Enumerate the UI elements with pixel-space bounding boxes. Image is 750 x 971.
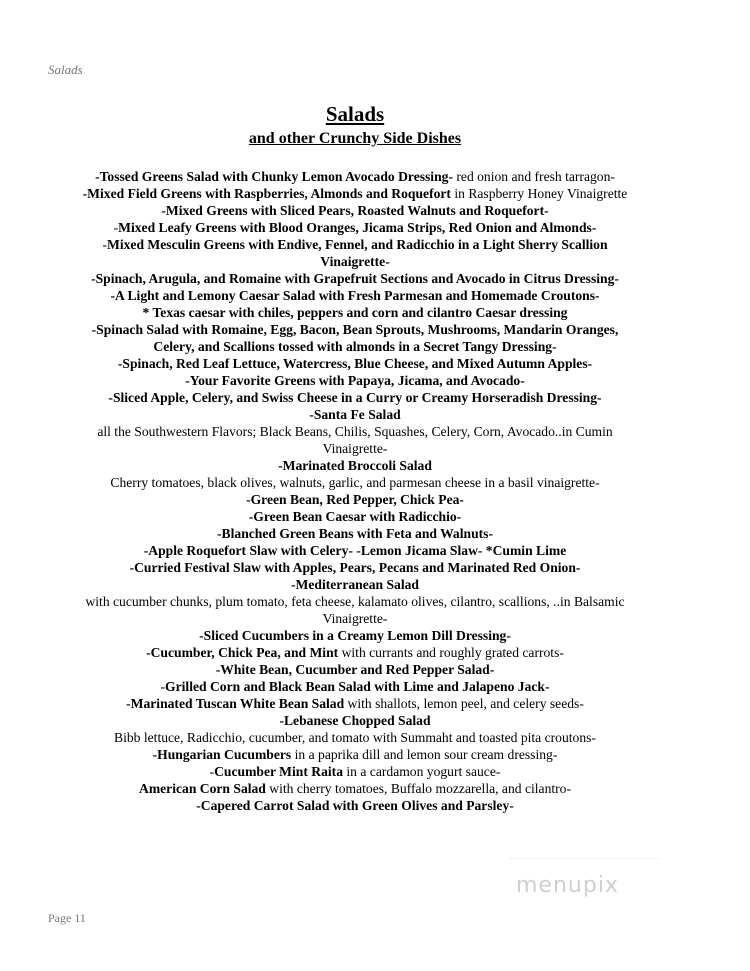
dish-name: -Green Bean Caesar with Radicchio- — [248, 509, 462, 524]
dish-name: Mixed Leafy Greens with Blood Oranges, Jicama Strips, Red Onion and Almonds- — [118, 220, 597, 235]
menu-line — [50, 780, 660, 797]
menu-line — [50, 219, 660, 236]
dish-name: -Mixed Field Greens with Raspberries, Almonds and Roquefort — [82, 186, 451, 201]
dish-description: with currants and roughly grated carrots- — [338, 645, 564, 660]
dish-name: -White Bean, Cucumber and Red Pepper Salad- — [215, 662, 495, 677]
menu-line — [50, 729, 660, 746]
dish-description: - — [160, 679, 166, 694]
menu-line — [50, 678, 660, 695]
watermark-divider — [510, 858, 660, 859]
menu-line — [50, 525, 660, 542]
page-number: Page 11 — [48, 911, 86, 925]
menu-line — [50, 355, 660, 372]
dish-description: Cherry tomatoes, black olives, walnuts, garlic, and parmesan cheese in a basil vinaigrette- — [110, 475, 600, 490]
menu-line — [50, 236, 660, 253]
dish-name: Vinaigrette- — [320, 254, 390, 269]
menu-line — [50, 423, 660, 440]
menu-line — [50, 202, 660, 219]
menu-line — [50, 576, 660, 593]
dish-name: American Corn Salad — [139, 781, 266, 796]
dish-description: all the Southwestern Flavors; Black Beans, Chilis, Squashes, Celery, Corn, Avocado..in Cumin — [97, 424, 613, 439]
menu-line — [50, 746, 660, 763]
menu-line — [50, 508, 660, 525]
dish-name: Cucumber Mint Raita — [214, 764, 343, 779]
dish-description: Vinaigrette- — [322, 441, 388, 456]
dish-name: -Tossed Greens Salad with Chunky Lemon Avocado Dressing- — [95, 169, 453, 184]
dish-name: -Lebanese Chopped Salad — [279, 713, 431, 728]
menu-line — [50, 559, 660, 576]
dish-description: - — [209, 764, 215, 779]
dish-name: -Sliced Cucumbers in a Creamy Lemon Dill Dressing- — [199, 628, 511, 643]
menu-line — [50, 338, 660, 355]
dish-description: Vinaigrette- — [322, 611, 388, 626]
dish-name: -Apple Roquefort Slaw with Celery- -Lemon Jicama Slaw- *Cumin Lime — [143, 543, 567, 558]
dish-name: Grilled Corn and Black Bean Salad with Lime and Jalapeno Jack- — [165, 679, 550, 694]
dish-name: -Cucumber, Chick Pea, and Mint — [146, 645, 339, 660]
menu-line — [50, 797, 660, 814]
page-title: Salads — [325, 102, 385, 126]
dish-description: with cucumber chunks, plum tomato, feta cheese, kalamato olives, cilantro, scallions, ..in Balsamic — [85, 594, 625, 609]
menu-list — [50, 168, 660, 814]
watermark-logo: menupix — [516, 873, 619, 898]
menu-line — [50, 491, 660, 508]
dish-description: - — [113, 220, 119, 235]
dish-description: with shallots, lemon peel, and celery seeds- — [344, 696, 584, 711]
dish-name: -Curried Festival Slaw with Apples, Pears, Pecans and Marinated Red Onion- — [129, 560, 581, 575]
menu-line — [50, 474, 660, 491]
dish-name: Mixed Mesculin Greens with Endive, Fennel, and Radicchio in a Light Sherry Scallion — [107, 237, 608, 252]
dish-name: -Marinated Broccoli Salad — [278, 458, 432, 473]
menu-line — [50, 168, 660, 185]
menu-line — [50, 372, 660, 389]
dish-name: * Texas caesar with chiles, peppers and corn and cilantro Caesar dressing — [142, 305, 568, 320]
menu-line — [50, 610, 660, 627]
menu-line — [50, 763, 660, 780]
dish-name: -Mixed Greens with Sliced Pears, Roasted Walnuts and Roquefort- — [161, 203, 549, 218]
menu-line — [50, 253, 660, 270]
dish-name: -Your Favorite Greens with Papaya, Jicama, and Avocado- — [185, 373, 525, 388]
menu-line — [50, 644, 660, 661]
menu-line — [50, 593, 660, 610]
dish-description: in Raspberry Honey Vinaigrette — [450, 186, 628, 201]
menu-line — [50, 270, 660, 287]
menu-line — [50, 406, 660, 423]
dish-name: -A Light and Lemony Caesar Salad with Fresh Parmesan and Homemade Croutons- — [110, 288, 600, 303]
menu-line — [50, 440, 660, 457]
dish-name: -Spinach Salad with Romaine, Egg, Bacon, Bean Sprouts, Mushrooms, Mandarin Oranges, — [91, 322, 619, 337]
page-subtitle: and other Crunchy Side Dishes — [248, 130, 462, 147]
dish-name: -Mediterranean Salad — [291, 577, 419, 592]
menu-line — [50, 695, 660, 712]
menu-line — [50, 712, 660, 729]
dish-name: -Spinach, Red Leaf Lettuce, Watercress, Blue Cheese, and Mixed Autumn Apples- — [117, 356, 593, 371]
dish-name: -Blanched Green Beans with Feta and Walnuts- — [217, 526, 493, 541]
menu-line — [50, 185, 660, 202]
dish-name: -Marinated Tuscan White Bean Salad — [126, 696, 345, 711]
menu-line — [50, 627, 660, 644]
dish-description: Bibb lettuce, Radicchio, cucumber, and tomato with Summaht and toasted pita croutons- — [114, 730, 596, 745]
menu-line — [50, 287, 660, 304]
running-header: Salads — [48, 62, 83, 77]
dish-description: - — [102, 237, 108, 252]
dish-name: Celery, and Scallions tossed with almonds in a Secret Tangy Dressing- — [153, 339, 557, 354]
menu-line — [50, 457, 660, 474]
dish-name: -Green Bean, Red Pepper, Chick Pea- — [246, 492, 464, 507]
menu-line — [50, 661, 660, 678]
menu-line — [50, 321, 660, 338]
dish-description: with cherry tomatoes, Buffalo mozzarella, and cilantro- — [265, 781, 571, 796]
menu-line — [50, 389, 660, 406]
dish-name: -Spinach, Arugula, and Romaine with Grapefruit Sections and Avocado in Citrus Dressing- — [91, 271, 619, 286]
dish-description: in a cardamon yogurt sauce- — [343, 764, 501, 779]
dish-name: -Sliced Apple, Celery, and Swiss Cheese in a Curry or Creamy Horseradish Dressing- — [108, 390, 602, 405]
menu-line — [50, 304, 660, 321]
menu-line — [50, 542, 660, 559]
dish-description: in a paprika dill and lemon sour cream dressing- — [291, 747, 558, 762]
dish-name: -Santa Fe Salad — [309, 407, 401, 422]
dish-description: red onion and fresh tarragon- — [452, 169, 615, 184]
dish-name: -Hungarian Cucumbers — [152, 747, 292, 762]
dish-name: -Capered Carrot Salad with Green Olives and Parsley- — [196, 798, 514, 813]
